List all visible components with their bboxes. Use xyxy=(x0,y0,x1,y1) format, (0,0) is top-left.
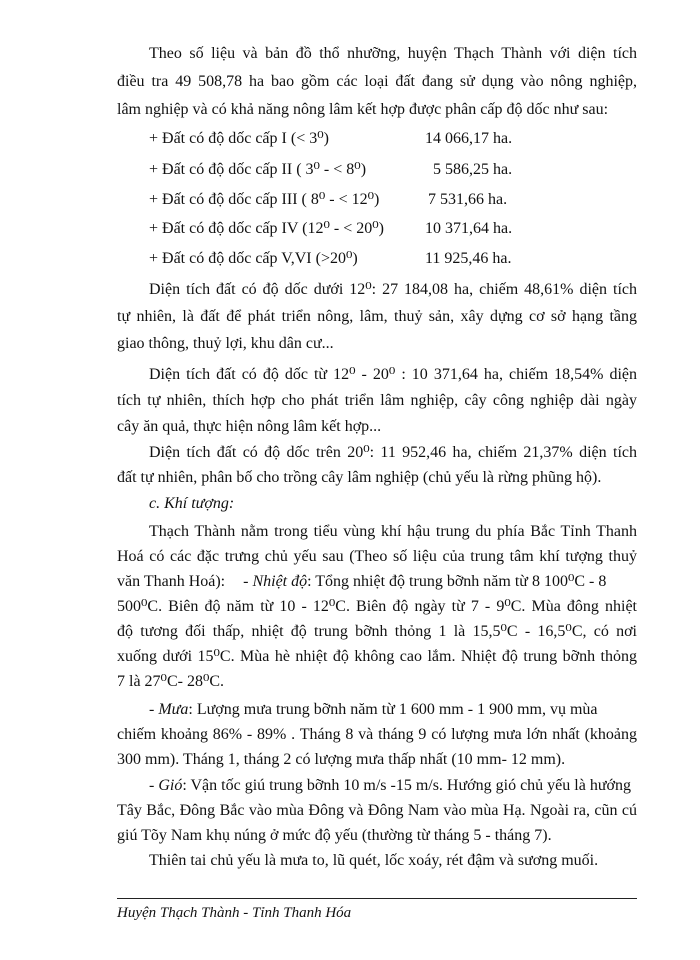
wind-label: - Gió xyxy=(149,777,183,794)
climate-line-2: Hoá có các đặc trưng chủ yếu sau (Theo số liệu của trung tâm khí tượng thuỷ xyxy=(117,548,637,565)
slope-row-value: 14 066,17 ha. xyxy=(425,130,513,147)
wind-line: giú Tõy Nam khụ núng ở mức độ yếu (thường từ tháng 5 - tháng 7). xyxy=(117,827,552,844)
rain-label: - Mưa xyxy=(149,701,189,718)
para3-line-2: đất tự nhiên, phân bố cho trồng cây lâm nghiệp (chủ yếu là rừng phũng hộ). xyxy=(117,469,602,486)
para2-line-3: cây ăn quả, thực hiện nông lâm kết hợp... xyxy=(117,418,382,435)
slope-row-value: 10 371,64 ha. xyxy=(425,220,513,237)
rain-line: 300 mm). Tháng 1, tháng 2 có lượng mưa thấp nhất (10 mm- 12 mm). xyxy=(117,751,566,768)
wind-line-1 xyxy=(149,775,631,797)
temperature-line: 500⁰C. Biên độ năm từ 10 - 12⁰C. Biên độ ngày từ 7 - 9⁰C. Mùa đông nhiệt xyxy=(117,598,637,615)
para2-line-2: tích tự nhiên, thích hợp cho phát triển lâm nghiệp, cây công nghiệp dài ngày xyxy=(117,392,637,409)
wind-line: Tây Bắc, Đông Bắc vào mùa Đông và Đông Nam vào mùa Hạ. Ngoài ra, cũn cú xyxy=(117,802,637,819)
temperature-text: : Tổng nhiệt độ trung bỡnh năm từ 8 100⁰C - 8 xyxy=(307,573,607,590)
slope-row-label: + Đất có độ dốc cấp V,VI (>20⁰) xyxy=(149,250,358,267)
temperature-label: - Nhiệt độ xyxy=(243,573,308,590)
rain-line-1 xyxy=(149,699,598,721)
temperature-line: xuống dưới 15⁰C. Mùa hè nhiệt độ không cao lắm. Nhiệt độ trung bỡnh thỏng xyxy=(117,648,637,665)
rain-line: chiếm khoảng 86% - 89% . Tháng 8 và tháng 9 có lượng mưa lớn nhất (khoảng xyxy=(117,726,637,743)
disaster-line: Thiên tai chủ yếu là mưa to, lũ quét, lốc xoáy, rét đậm và sương muối. xyxy=(149,852,599,869)
slope-row-value: 11 925,46 ha. xyxy=(425,250,512,267)
climate-line-1: Thạch Thành nằm trong tiểu vùng khí hậu trung du phía Bắc Tỉnh Thanh xyxy=(149,523,637,540)
intro-line-3: lâm nghiệp và có khả năng nông lâm kết hợp được phân cấp độ dốc như sau: xyxy=(117,101,609,118)
para1-line-1: Diện tích đất có độ dốc dưới 12⁰: 27 184,08 ha, chiếm 48,61% diện tích xyxy=(149,281,637,298)
slope-row-value: 7 531,66 ha. xyxy=(428,191,508,208)
slope-row-label: + Đất có độ dốc cấp III ( 8⁰ - < 12⁰) xyxy=(149,191,380,208)
intro-line-2: điều tra 49 508,78 ha bao gồm các loại đất đang sử dụng vào nông nghiệp, xyxy=(117,73,637,90)
wind-text: : Vận tốc giú trung bỡnh 10 m/s -15 m/s. Hướng gió chủ yếu là hướng xyxy=(182,777,631,794)
temperature-line: 7 là 27⁰C- 28⁰C. xyxy=(117,673,225,690)
para1-line-3: giao thông, thuỷ lợi, khu dân cư... xyxy=(117,335,334,352)
slope-row-label: + Đất có độ dốc cấp I (< 3⁰) xyxy=(149,130,329,147)
rain-text: : Lượng mưa trung bỡnh năm từ 1 600 mm - 1 900 mm, vụ mùa xyxy=(188,701,598,718)
intro-line-1: Theo số liệu và bản đồ thổ nhưỡng, huyện Thạch Thành với diện tích xyxy=(149,45,637,62)
temp-intro: văn Thanh Hoá): xyxy=(117,573,226,590)
footer-text: Huyện Thạch Thành - Tỉnh Thanh Hóa xyxy=(117,905,352,921)
slope-row-value: 5 586,25 ha. xyxy=(433,161,513,178)
para1-line-2: tự nhiên, là đất để phát triển nông, lâm, thuỷ sản, xây dựng cơ sở hạng tầng xyxy=(117,308,637,325)
footer-divider xyxy=(117,898,637,899)
para2-line-1: Diện tích đất có độ dốc từ 12⁰ - 20⁰ : 10 371,64 ha, chiếm 18,54% diện xyxy=(149,366,637,383)
climate-line-3 xyxy=(117,571,606,593)
section-heading-climate: c. Khí tượng: xyxy=(149,495,235,512)
slope-row-label: + Đất có độ dốc cấp II ( 3⁰ - < 8⁰) xyxy=(149,161,367,178)
para3-line-1: Diện tích đất có độ dốc trên 20⁰: 11 952,46 ha, chiếm 21,37% diện tích xyxy=(149,444,637,461)
temperature-line: độ tương đối thấp, nhiệt độ trung bỡnh thỏng 1 là 15,5⁰C - 16,5⁰C, có nơi xyxy=(117,623,637,640)
slope-row-label: + Đất có độ dốc cấp IV (12⁰ - < 20⁰) xyxy=(149,220,384,237)
